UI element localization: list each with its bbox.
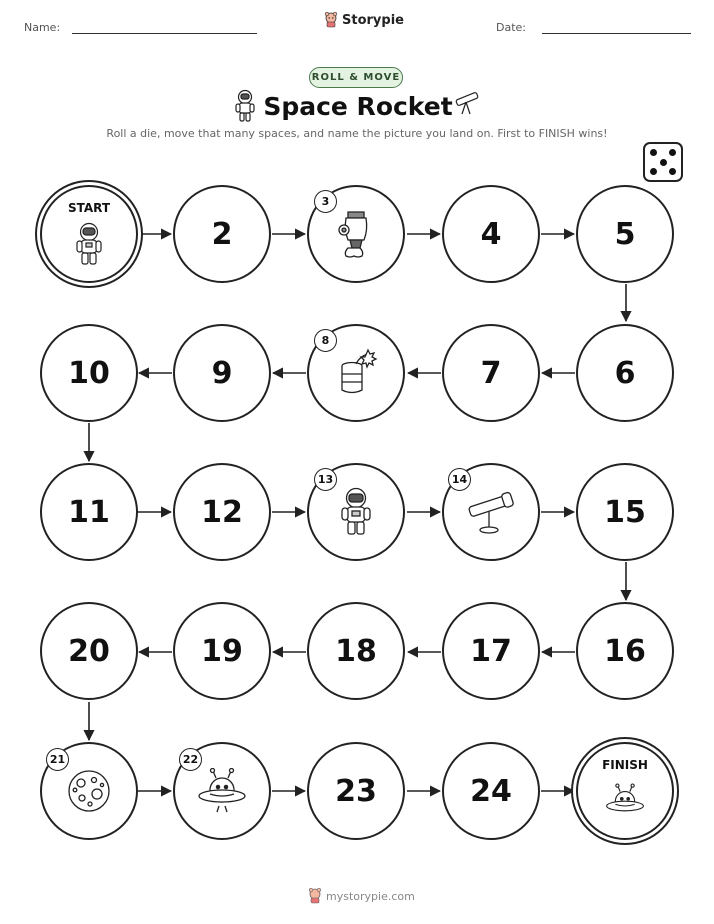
footer: [308, 888, 415, 904]
firework-can-icon: [334, 348, 378, 398]
space-number: 19: [201, 633, 243, 669]
space-20[interactable]: [40, 602, 138, 700]
storypie-mascot-icon: [308, 888, 322, 904]
moon-icon: [64, 766, 114, 816]
space-24[interactable]: [442, 742, 540, 840]
rocket-icon: [336, 208, 376, 260]
space-16[interactable]: [576, 602, 674, 700]
finish-label: FINISH: [602, 758, 648, 772]
space-number: 5: [614, 216, 636, 252]
space-number-badge: 22: [179, 748, 202, 771]
space-23[interactable]: [307, 742, 405, 840]
space-number: 10: [68, 355, 110, 391]
astronaut-icon: [74, 222, 104, 266]
space-number: 2: [211, 216, 233, 252]
space-7[interactable]: [442, 324, 540, 422]
space-number: 9: [211, 355, 233, 391]
page-title: Space Rocket: [263, 92, 453, 121]
space-number: 11: [68, 494, 110, 530]
instructions: Roll a die, move that many spaces, and name the picture you land on. First to FINISH wins!: [106, 127, 608, 140]
space-number-badge: 13: [314, 468, 337, 491]
space-5[interactable]: [576, 185, 674, 283]
space-number-badge: 21: [46, 748, 69, 771]
space-number: 23: [335, 773, 377, 809]
space-19[interactable]: [173, 602, 271, 700]
space-number: 12: [201, 494, 243, 530]
space-number: 7: [480, 355, 502, 391]
space-2[interactable]: [173, 185, 271, 283]
space-number: 6: [614, 355, 636, 391]
space-number: 24: [470, 773, 512, 809]
start-space[interactable]: [40, 185, 138, 283]
space-11[interactable]: [40, 463, 138, 561]
space-number: 18: [335, 633, 377, 669]
space-number-badge: 14: [448, 468, 471, 491]
space-number-badge: 3: [314, 190, 337, 213]
start-label: START: [67, 201, 111, 215]
footer-url[interactable]: mystorypie.com: [326, 889, 415, 903]
date-label: Date:: [496, 21, 526, 34]
space-17[interactable]: [442, 602, 540, 700]
space-number: 17: [470, 633, 512, 669]
brand-name: Storypie: [342, 12, 404, 28]
space-number: 15: [604, 494, 646, 530]
space-15[interactable]: [576, 463, 674, 561]
space-6[interactable]: [576, 324, 674, 422]
space-number: 16: [604, 633, 646, 669]
astronaut-icon: [339, 487, 373, 537]
space-4[interactable]: [442, 185, 540, 283]
game-type-badge: ROLL & MOVE: [309, 67, 403, 88]
name-label: Name:: [24, 21, 61, 34]
space-number: 4: [480, 216, 502, 252]
space-number-badge: 8: [314, 329, 337, 352]
telescope-icon: [465, 489, 517, 535]
finish-space[interactable]: [576, 742, 674, 840]
alien-saucer-icon: [197, 768, 247, 814]
space-12[interactable]: [173, 463, 271, 561]
alien-saucer-icon: [605, 783, 645, 821]
space-9[interactable]: [173, 324, 271, 422]
space-number: 20: [68, 633, 110, 669]
space-10[interactable]: [40, 324, 138, 422]
space-18[interactable]: [307, 602, 405, 700]
